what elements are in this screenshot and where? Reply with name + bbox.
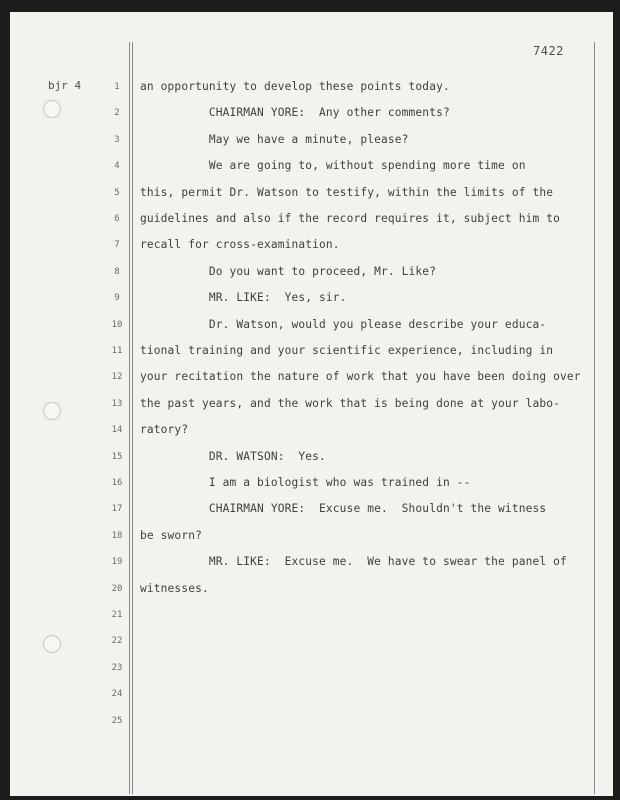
line-text: MR. LIKE: Yes, sir. [140, 291, 347, 305]
line-text: guidelines and also if the record requires it, subject him to [140, 212, 561, 225]
line-number: 16 [111, 478, 123, 488]
line-text: recall for cross-examination. [140, 238, 340, 252]
line-number: 13 [111, 398, 123, 409]
line-number: 22 [111, 636, 123, 647]
punch-hole-icon [43, 635, 61, 653]
line-text: We are going to, without spending more time on [140, 159, 526, 173]
line-text: be sworn? [140, 528, 202, 542]
line-number: 12 [111, 372, 123, 383]
line-number: 2 [114, 108, 120, 119]
line-number: 17 [111, 504, 123, 515]
line-text: CHAIRMAN YORE: Any other comments? [140, 106, 450, 120]
line-number: 4 [114, 161, 120, 172]
line-text: an opportunity to develop these points today. [140, 80, 450, 93]
line-number: 5 [114, 187, 120, 198]
line-number: 21 [111, 610, 123, 620]
line-text: I am a biologist who was trained in -- [140, 476, 471, 489]
line-number: 15 [111, 451, 123, 462]
line-text: this, permit Dr. Watson to testify, within the limits of the [140, 185, 554, 199]
line-text: the past years, and the work that is being done at your labo- [140, 396, 561, 410]
line-text: tional training and your scientific experience, including in [140, 344, 554, 357]
line-number: 24 [111, 689, 123, 700]
line-number: 11 [111, 346, 123, 356]
reporter-code: bjr 4 [48, 79, 82, 92]
line-text: MR. LIKE: Excuse me. We have to swear the panel of [140, 555, 567, 569]
line-number: 6 [114, 214, 120, 224]
line-number: 10 [111, 319, 123, 330]
line-text: your recitation the nature of work that you have been doing over [140, 370, 581, 384]
line-number: 25 [111, 715, 123, 726]
line-text: CHAIRMAN YORE: Excuse me. Shouldn't the witness [140, 502, 547, 516]
line-number: 9 [114, 293, 120, 304]
line-text: ratory? [140, 423, 189, 437]
line-number: 14 [111, 425, 123, 436]
line-number: 19 [111, 557, 123, 568]
page-number: 7422 [533, 44, 564, 58]
line-number: 20 [111, 583, 123, 594]
line-number: 23 [111, 662, 123, 673]
line-number: 7 [114, 240, 120, 251]
transcript-page [10, 12, 613, 796]
line-number: 3 [114, 134, 120, 145]
punch-hole-icon [43, 100, 61, 118]
left-margin-rule [129, 42, 130, 794]
left-margin-rule-inner [132, 42, 133, 794]
line-number: 8 [114, 266, 120, 277]
line-text: May we have a minute, please? [140, 132, 409, 146]
line-number: 18 [111, 530, 123, 541]
right-margin-rule [594, 42, 595, 794]
line-text: witnesses. [140, 581, 209, 595]
line-number: 1 [114, 82, 120, 92]
line-text: DR. WATSON: Yes. [140, 449, 326, 463]
line-text: Do you want to proceed, Mr. Like? [140, 264, 437, 278]
line-text: Dr. Watson, would you please describe your educa- [140, 317, 547, 331]
punch-hole-icon [43, 402, 61, 420]
